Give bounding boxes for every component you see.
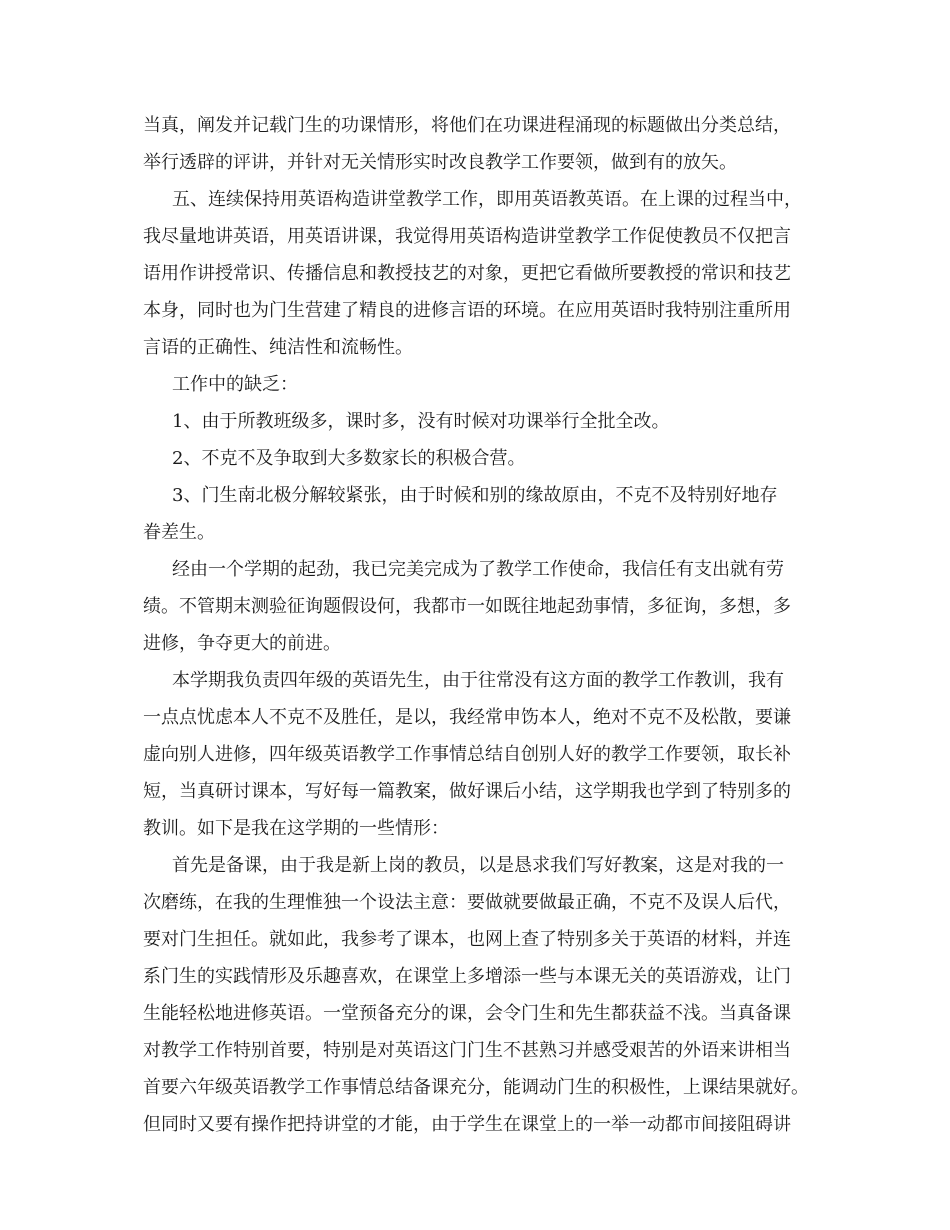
text-line: 教训。如下是我在这学期的一些情形： — [143, 818, 449, 839]
text-line: 一点点忧虑本人不克不及胜任，是以，我经常申饬本人，绝对不克不及松散，要谦 — [143, 707, 791, 728]
text-line: 工作中的缺乏： — [172, 374, 298, 395]
text-line: 短，当真研讨课本，写好每一篇教案，做好课后小结，这学期我也学到了特别多的 — [143, 781, 791, 802]
text-line: 首要六年级英语教学工作事情总结备课充分，能调动门生的积极性，上课结果就好。 — [143, 1077, 809, 1098]
text-line: 2、不克不及争取到大多数家长的积极合营。 — [172, 448, 526, 469]
text-line: 经由一个学期的起劲，我已完美完成为了教学工作使命，我信任有支出就有劳 — [172, 559, 784, 580]
text-line: 系门生的实践情形及乐趣喜欢，在课堂上多增添一些与本课无关的英语游戏，让门 — [143, 966, 791, 987]
text-line: 要对门生担任。就如此，我参考了课本，也网上查了特别多关于英语的材料，并连 — [143, 929, 791, 950]
text-line: 本身，同时也为门生营建了精良的进修言语的环境。在应用英语时我特别注重所用 — [143, 300, 791, 321]
text-line: 绩。不管期末测验征询题假设何，我都市一如既往地起劲事情，多征询，多想，多 — [143, 596, 791, 617]
text-line: 语用作讲授常识、传播信息和教授技艺的对象，更把它看做所要教授的常识和技艺 — [143, 263, 791, 284]
text-line: 当真，阐发并记载门生的功课情形，将他们在功课进程涌现的标题做出分类总结， — [143, 115, 791, 136]
text-line: 虚向别人进修，四年级英语教学工作事情总结自创别人好的教学工作要领，取长补 — [143, 744, 791, 765]
text-line: 我尽量地讲英语，用英语讲课，我觉得用英语构造讲堂教学工作促使教员不仅把言 — [143, 226, 791, 247]
text-line: 进修，争夺更大的前进。 — [143, 633, 341, 654]
text-line: 本学期我负责四年级的英语先生，由于往常没有这方面的教学工作教训，我有 — [172, 670, 784, 691]
text-line: 举行透辟的评讲，并针对无关情形实时改良教学工作要领，做到有的放矢。 — [143, 152, 737, 173]
text-line: 次磨练，在我的生理惟独一个设法主意：要做就要做最正确，不克不及误人后代， — [143, 892, 791, 913]
text-line: 首先是备课，由于我是新上岗的教员，以是恳求我们写好教案，这是对我的一 — [172, 855, 784, 876]
text-line: 五、连续保持用英语构造讲堂教学工作，即用英语教英语。在上课的过程当中， — [172, 189, 802, 210]
text-line: 生能轻松地进修英语。一堂预备充分的课，会令门生和先生都获益不浅。当真备课 — [143, 1003, 791, 1024]
text-line: 对教学工作特别首要，特别是对英语这门门生不甚熟习并感受艰苦的外语来讲相当 — [143, 1040, 791, 1061]
text-line: 但同时又要有操作把持讲堂的才能，由于学生在课堂上的一举一动都市间接阻碍讲 — [143, 1114, 791, 1135]
text-line: 3、门生南北极分解较紧张，由于时候和别的缘故原由，不克不及特别好地存 — [172, 485, 778, 506]
text-line: 1、由于所教班级多，课时多，没有时候对功课举行全批全改。 — [172, 411, 670, 432]
text-line: 眷差生。 — [143, 522, 215, 543]
text-line: 言语的正确性、纯洁性和流畅性。 — [143, 337, 413, 358]
